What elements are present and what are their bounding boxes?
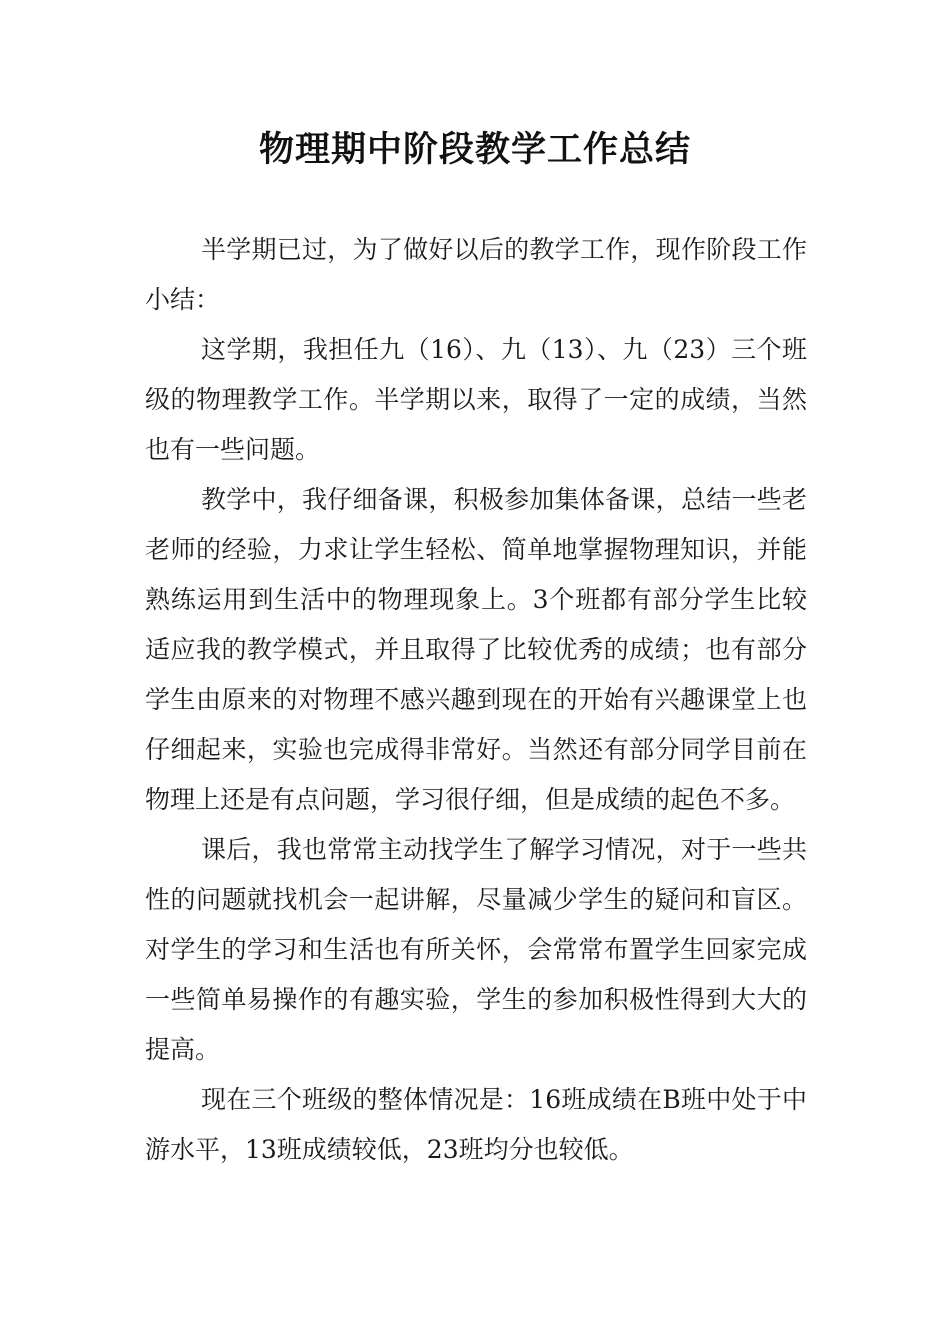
paragraph-teaching: 教学中，我仔细备课，积极参加集体备课，总结一些老老师的经验，力求让学生轻松、简单地掌握物理知识，并能熟练运用到生活中的物理现象上。3个班都有部分学生比较适应我的教学模式，并且取得了比较优秀的成绩；也有部分学生由原来的对物理不感兴趣到现在的开始有兴趣课堂上也仔细起来，实验也完成得非常好。当然还有部分同学目前在物理上还是有点问题，学习很仔细，但是成绩的起色不多。 — [145, 485, 807, 814]
paragraph-classes: 这学期，我担任九（16）、九（13）、九（23）三个班级的物理教学工作。半学期以来，取得了一定的成绩，当然也有一些问题。 — [145, 335, 807, 464]
paragraph-intro: 半学期已过，为了做好以后的教学工作，现作阶段工作小结： — [145, 235, 807, 314]
paragraph-current-status: 现在三个班级的整体情况是：16班成绩在B班中处于中游水平，13班成绩较低，23班均分也较低。 — [145, 1085, 807, 1164]
document-title: 物理期中阶段教学工作总结 — [258, 130, 691, 170]
document-body — [145, 225, 807, 1175]
paragraph-after-class: 课后，我也常常主动找学生了解学习情况，对于一些共性的问题就找机会一起讲解，尽量减少学生的疑问和盲区。对学生的学习和生活也有所关怀，会常常布置学生回家完成一些简单易操作的有趣实验，学生的参加积极性得到大大的提高。 — [145, 835, 807, 1064]
